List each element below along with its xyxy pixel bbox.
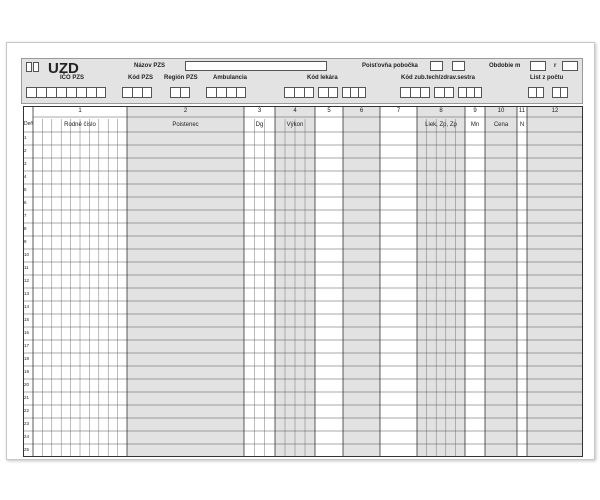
column-number-11: 11 [518,108,526,114]
box-divider [350,88,351,97]
row-number: 2 [24,148,27,153]
box-divider [180,88,181,97]
list-field-a[interactable] [528,87,544,98]
box-divider [466,88,467,97]
column-shade [343,106,380,457]
column-shade [417,106,465,457]
column-number-1: 1 [78,108,82,114]
column-number-5: 5 [327,108,331,114]
list-label: List z počtu [530,75,564,81]
box-divider [46,88,47,97]
column-number-3: 3 [257,108,262,114]
column-shade [485,106,517,457]
row-number: 14 [24,304,30,309]
kod-pzs-label: Kód PZS [128,75,153,81]
column-number-10: 10 [497,108,505,114]
kod-lekara-field-c[interactable] [342,87,366,98]
ico-label: IČO PZS [60,75,85,81]
row-number: 9 [24,239,27,244]
form-header [21,58,583,104]
box-divider [36,88,37,97]
row-number: 1 [24,135,27,140]
box-divider [358,88,359,97]
table-grid [23,106,583,457]
row-number: 19 [24,369,30,374]
box-divider [216,88,217,97]
box-divider [410,88,411,97]
obdobie-label: Obdobie m [489,63,521,69]
box-divider [536,88,537,97]
list-field-b[interactable] [552,87,568,98]
box-divider [420,88,421,97]
kod-zub-field-a[interactable] [400,87,430,98]
box-divider [226,88,227,97]
nazov-pzs-label: Názov PZS [134,63,166,69]
rok-label: r [554,63,557,69]
poistovna-field[interactable] [430,61,443,71]
row-number: 4 [24,174,27,179]
box-divider [294,88,295,97]
column-number-6: 6 [359,108,364,114]
column-label-3: Dg [255,122,264,128]
column-label-2: Poistenec [172,122,199,128]
box-divider [86,88,87,97]
row-number: 11 [24,265,29,270]
pobocka-field[interactable] [452,61,465,71]
column-number-2: 2 [183,108,188,114]
row-number: 17 [24,343,30,348]
column-number-12: 12 [551,108,559,114]
kod-lekara-label: Kód lekára [307,75,338,81]
ico-field[interactable] [26,87,106,98]
column-label-9: Mn [470,122,480,128]
row-number: 23 [24,421,30,426]
form-title: UZD [48,60,79,77]
box-divider [560,88,561,97]
box-divider [474,88,475,97]
row-number: 13 [24,291,30,296]
row-number: 24 [24,434,30,439]
kod-zub-field-b[interactable] [434,87,454,98]
kod-lekara-field-b[interactable] [318,87,338,98]
region-field[interactable] [170,87,190,98]
box-divider [236,88,237,97]
row-number: 22 [24,408,30,413]
code-box[interactable] [33,62,39,72]
column-shade [527,106,583,457]
column-number-7: 7 [396,108,401,114]
kod-pzs-field[interactable] [122,87,152,98]
box-divider [96,88,97,97]
region-label: Región PZS [164,75,198,81]
row-number: 20 [24,382,30,387]
row-number: 25 [24,447,30,452]
box-divider [132,88,133,97]
row-number: 12 [24,278,30,283]
ambulancia-field[interactable] [206,87,246,98]
den-label: Deň [24,121,34,127]
row-number: 18 [24,356,30,361]
column-label-10: Cena [493,122,509,128]
box-divider [444,88,445,97]
row-number: 6 [24,200,27,205]
column-number-4: 4 [293,108,297,114]
column-label-1: Rodné číslo [64,122,96,128]
box-divider [76,88,77,97]
entry-table [23,106,583,457]
box-divider [142,88,143,97]
column-number-8: 8 [439,108,443,114]
column-number-9: 9 [473,108,477,114]
row-number: 10 [24,252,30,257]
form-sheet [6,42,595,460]
row-number: 5 [24,187,27,192]
code-box[interactable] [26,62,32,72]
row-number: 21 [24,395,30,400]
box-divider [304,88,305,97]
nazov-pzs-field[interactable] [185,61,327,71]
kod-zub-label: Kód zub.tech/zdrav.sestra [401,75,475,81]
row-number: 15 [24,317,30,322]
row-number: 8 [24,226,27,231]
obdobie-month-field[interactable] [530,61,546,71]
column-label-11: N [519,122,525,128]
box-divider [56,88,57,97]
box-divider [328,88,329,97]
ambulancia-label: Ambulancia [213,75,248,81]
kod-lekara-field-a[interactable] [284,87,314,98]
column-label-8: Liek, Zp, Zp [425,122,457,128]
kod-zub-field-c[interactable] [458,87,482,98]
column-shade [127,106,244,457]
box-divider [66,88,67,97]
row-number: 16 [24,330,30,335]
obdobie-year-field[interactable] [562,61,578,71]
poistovna-label: Poisťovňa pobočka [362,63,418,69]
row-number: 7 [24,213,27,218]
row-number: 3 [24,161,27,166]
column-label-4: Výkon [286,122,304,128]
